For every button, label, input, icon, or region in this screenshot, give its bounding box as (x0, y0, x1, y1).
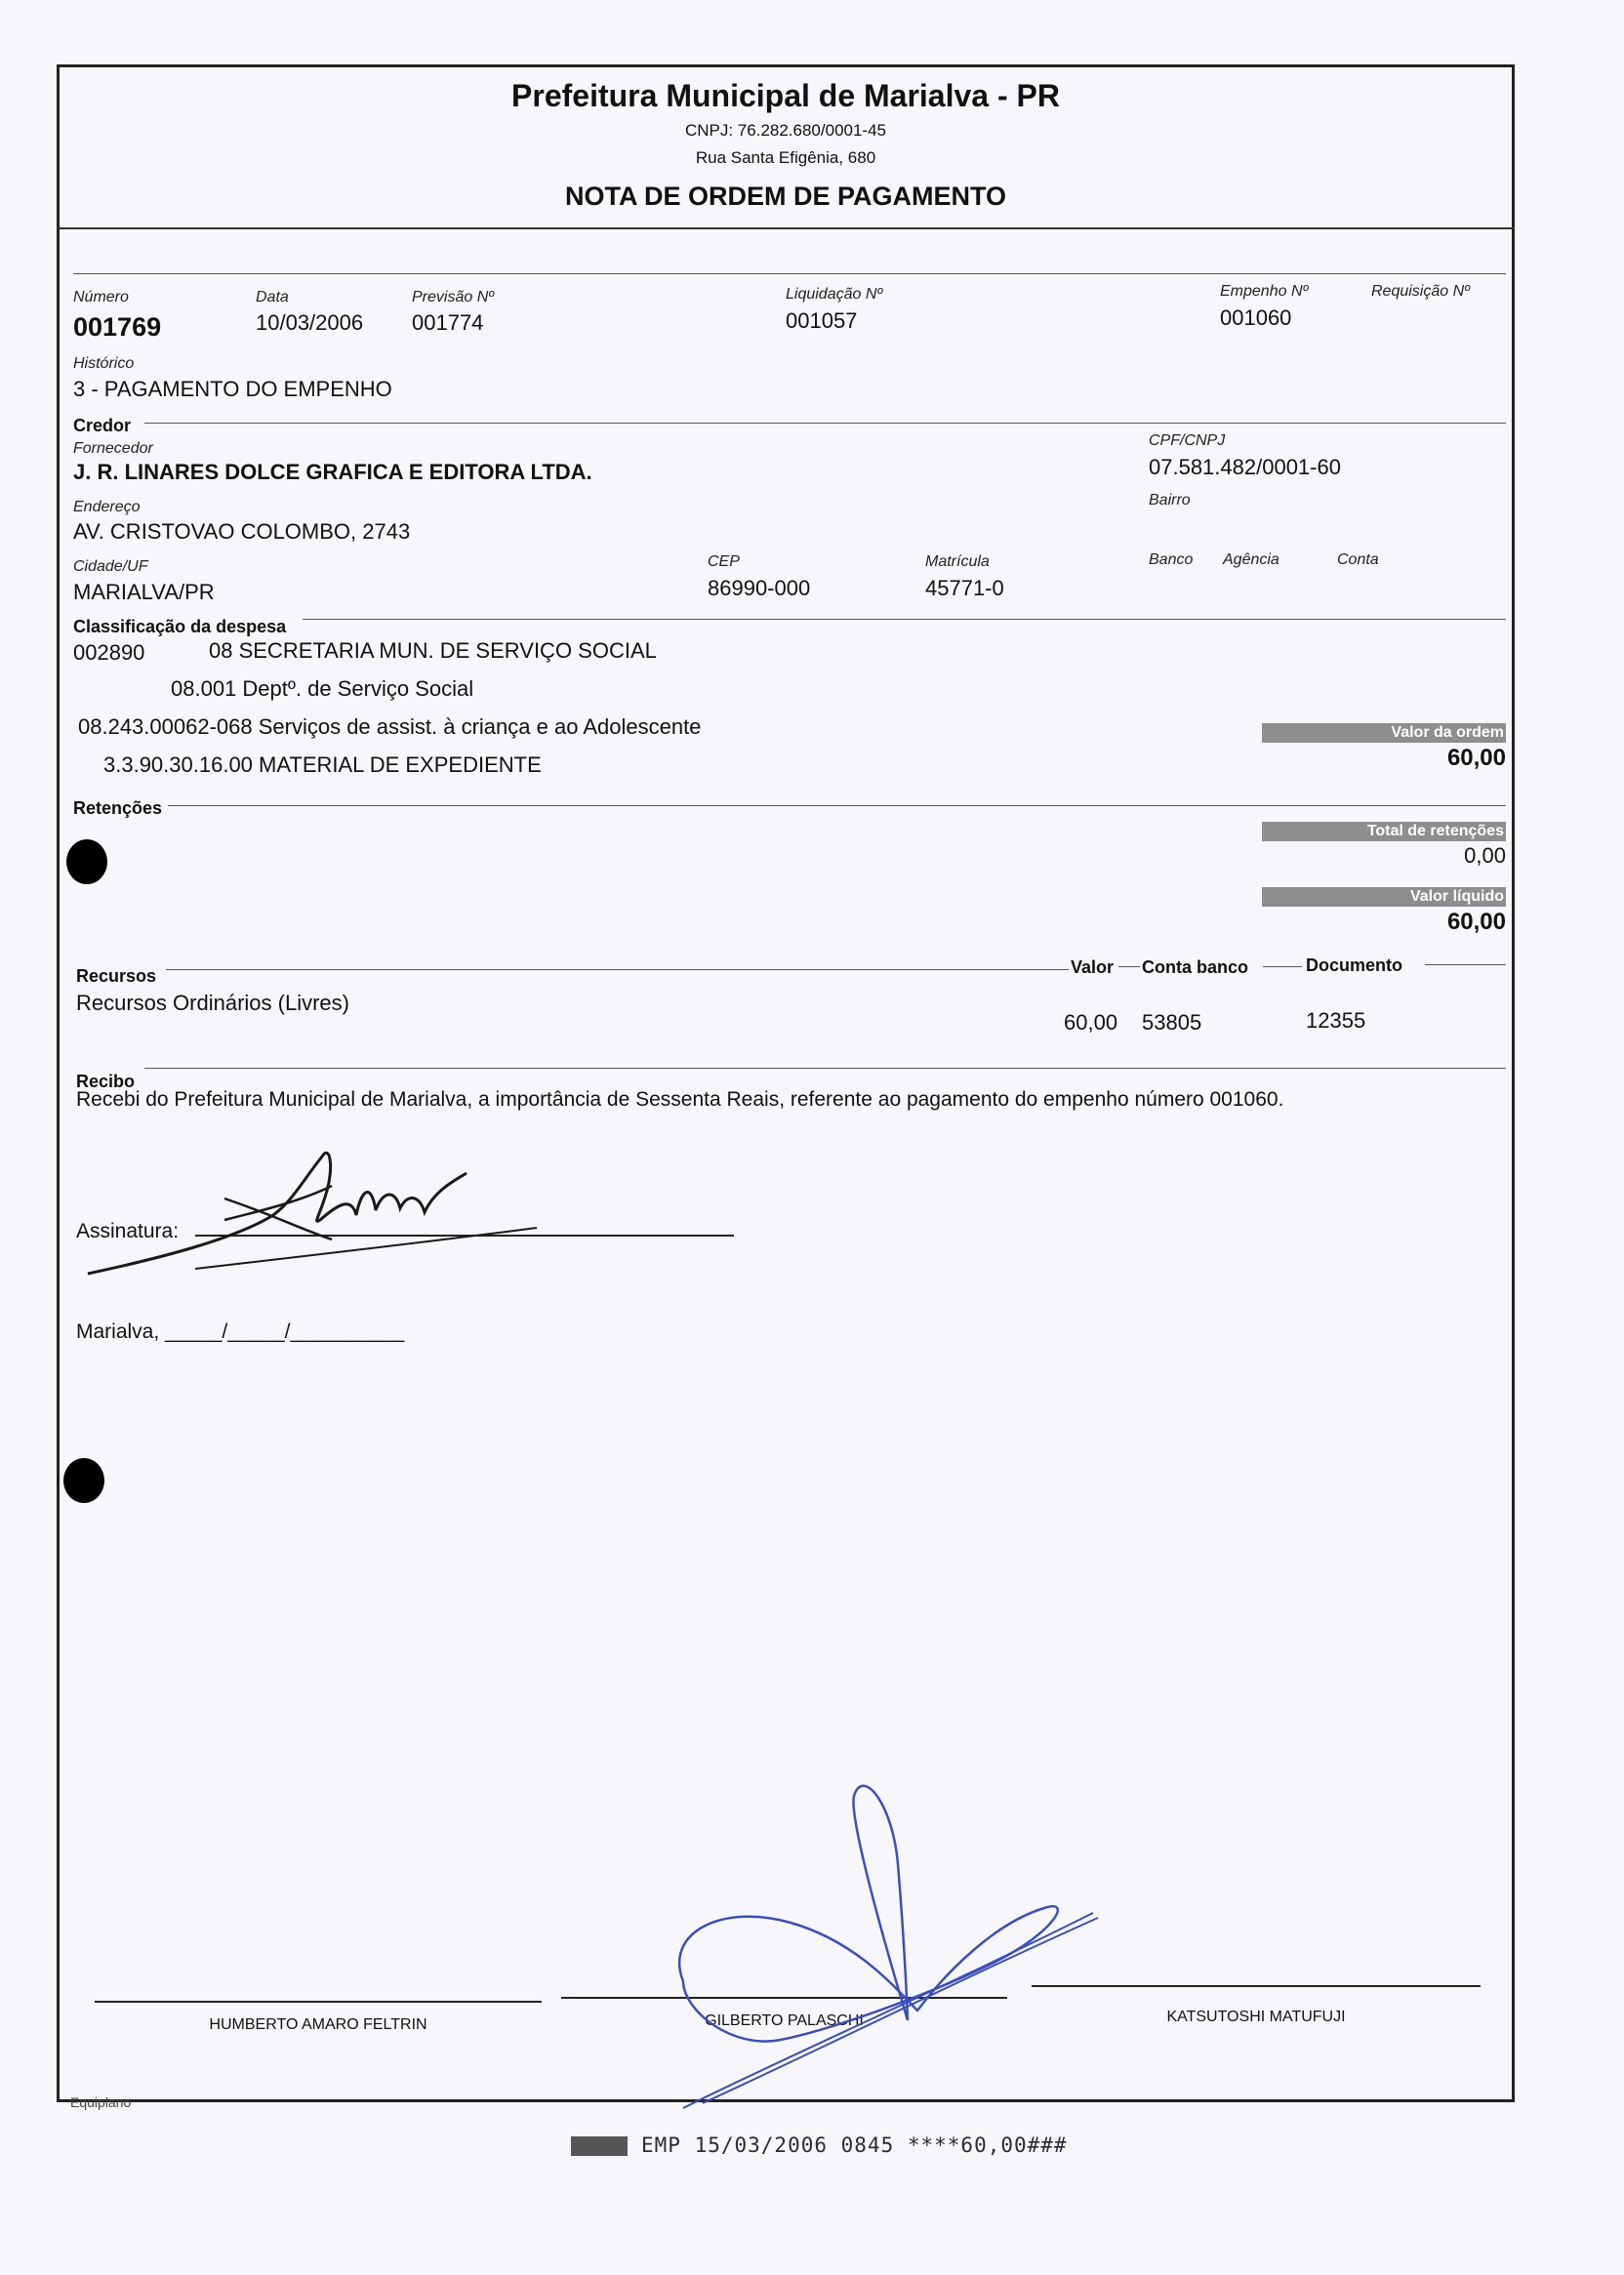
requisicao-label: Requisição Nº (1371, 283, 1470, 300)
fornecedor-value: J. R. LINARES DOLCE GRAFICA E EDITORA LTDA. (73, 460, 592, 484)
matricula-label: Matrícula (925, 553, 990, 570)
previsao-label: Previsão Nº (412, 289, 495, 305)
assinatura-label: Assinatura: (76, 1220, 180, 1242)
recursos-divider-3 (1263, 966, 1302, 967)
previsao-value: 001774 (412, 310, 484, 335)
recursos-divider-2 (1118, 966, 1140, 967)
empenho-value: 001060 (1220, 305, 1292, 330)
cpf-cnpj-value: 07.581.482/0001-60 (1149, 455, 1341, 479)
recibo-text: Recebi do Prefeitura Municipal de Marialva, a importância de Sessenta Reais, referente ao pagamento do empenho número 001060. (76, 1088, 1284, 1111)
signature-line-1 (95, 2001, 542, 2003)
classificacao-elemento: 3.3.90.30.16.00 MATERIAL DE EXPEDIENTE (103, 752, 542, 777)
retencoes-divider (168, 805, 1506, 806)
cidade-label: Cidade/UF (73, 558, 148, 575)
valor-ordem-value: 60,00 (1446, 745, 1506, 771)
banco-label: Banco (1149, 551, 1194, 568)
punch-hole-top (66, 839, 107, 884)
recursos-documento: 12355 (1306, 1008, 1366, 1033)
bank-stamp-text: EMP 15/03/2006 0845 ****60,00### (641, 2133, 1068, 2157)
bairro-label: Bairro (1149, 492, 1191, 508)
cnpj-line: CNPJ: 76.282.680/0001-45 (684, 121, 887, 140)
historico-label: Histórico (73, 355, 135, 372)
recursos-section-label: Recursos (76, 966, 157, 986)
empenho-label: Empenho Nº (1220, 283, 1309, 300)
numero-value: 001769 (73, 312, 162, 342)
recipient-signature (78, 1122, 586, 1288)
recursos-divider (166, 969, 1069, 970)
signatory-2: GILBERTO PALASCHI (705, 2012, 864, 2029)
classificacao-section-label: Classificação da despesa (73, 617, 287, 636)
recursos-conta-label: Conta banco (1142, 957, 1249, 977)
classificacao-funcional: 08.243.00062-068 Serviços de assist. à criança e ao Adolescente (78, 714, 702, 739)
valor-liquido-value: 60,00 (1446, 909, 1506, 935)
classificacao-orgao: 08 SECRETARIA MUN. DE SERVIÇO SOCIAL (209, 638, 657, 663)
numero-label: Número (73, 289, 129, 305)
stamp-logo-icon (571, 2136, 628, 2156)
recursos-divider-4 (1425, 964, 1506, 965)
classificacao-unidade: 08.001 Deptº. de Serviço Social (171, 676, 474, 701)
retencoes-section-label: Retenções (73, 798, 163, 818)
cidade-value: MARIALVA/PR (73, 580, 215, 604)
header-divider (57, 227, 1515, 229)
liquidacao-label: Liquidação Nº (786, 286, 883, 303)
valor-liquido-label: Valor líquido (1262, 887, 1506, 907)
total-retencoes-label: Total de retenções (1262, 822, 1506, 841)
recursos-valor-label: Valor (1071, 957, 1115, 977)
treasurer-signature (664, 1776, 1113, 2118)
classificacao-divider (303, 619, 1506, 620)
cep-value: 86990-000 (708, 576, 811, 600)
bank-stamp (571, 2133, 1068, 2157)
recursos-descricao: Recursos Ordinários (Livres) (76, 991, 349, 1015)
agencia-label: Agência (1223, 551, 1279, 568)
data-label: Data (256, 289, 289, 305)
credor-section-label: Credor (73, 416, 132, 435)
recibo-section-label: Recibo (76, 1072, 136, 1091)
credor-divider (144, 423, 1506, 424)
recibo-divider (144, 1068, 1506, 1069)
recursos-valor: 60,00 (1064, 1010, 1118, 1035)
cpf-cnpj-label: CPF/CNPJ (1149, 432, 1226, 449)
ids-divider (73, 273, 1506, 274)
cep-label: CEP (708, 553, 740, 570)
signatory-1: HUMBERTO AMARO FELTRIN (209, 2016, 427, 2033)
data-value: 10/03/2006 (256, 310, 364, 335)
punch-hole-bottom (63, 1458, 104, 1503)
matricula-value: 45771-0 (925, 576, 1004, 600)
local-data-line: Marialva, _____/_____/__________ (76, 1320, 405, 1343)
recursos-conta-banco: 53805 (1142, 1010, 1202, 1035)
municipality-title: Prefeitura Municipal de Marialva - PR (511, 78, 1060, 113)
total-retencoes-value: 0,00 (1464, 843, 1506, 868)
fornecedor-label: Fornecedor (73, 440, 153, 457)
endereco-label: Endereço (73, 499, 141, 515)
endereco-value: AV. CRISTOVAO COLOMBO, 2743 (73, 519, 411, 544)
classificacao-codigo: 002890 (73, 640, 145, 665)
conta-label: Conta (1337, 551, 1379, 568)
recursos-documento-label: Documento (1306, 955, 1402, 975)
address-line: Rua Santa Efigênia, 680 (695, 148, 876, 167)
signatory-3: KATSUTOSHI MATUFUJI (1166, 2009, 1346, 2025)
valor-ordem-label: Valor da ordem (1262, 723, 1506, 743)
liquidacao-value: 001057 (786, 308, 858, 333)
software-credit: Equiplano (70, 2094, 132, 2110)
historico-value: 3 - PAGAMENTO DO EMPENHO (73, 377, 392, 401)
document-title: NOTA DE ORDEM DE PAGAMENTO (564, 182, 1006, 211)
